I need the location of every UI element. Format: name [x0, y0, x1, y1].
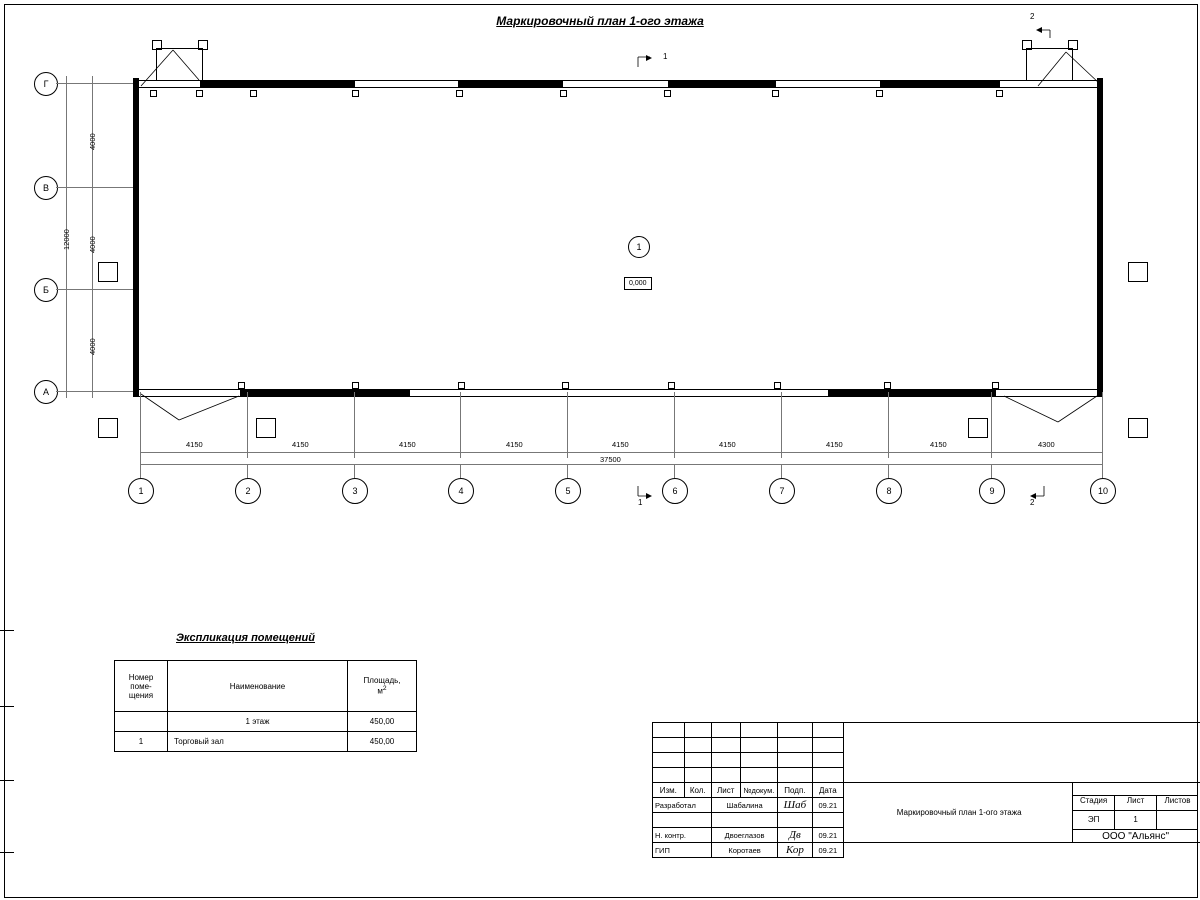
stamp-cell — [740, 738, 778, 753]
column-tick — [668, 382, 675, 389]
dim-tick — [247, 446, 248, 458]
dim-tick — [86, 187, 98, 188]
column-tick — [664, 90, 671, 97]
stage-header-listov: Листов — [1164, 796, 1191, 805]
section-mark-top-1 — [636, 55, 660, 75]
stamp-cell — [740, 723, 778, 738]
stamp-cell — [812, 753, 844, 768]
dim-tick — [86, 391, 98, 392]
section-mark-bottom-1-label: 1 — [638, 498, 643, 507]
stamp-blank-area — [844, 723, 1200, 783]
header-cell-area — [348, 661, 417, 712]
column-tick — [238, 382, 245, 389]
title-block-table — [652, 722, 1200, 858]
dim-tick — [86, 83, 98, 84]
column-tick — [774, 382, 781, 389]
table-header-row — [115, 661, 417, 712]
stamp-signature-nkontr: Дв — [778, 828, 812, 843]
section-mark-top-2 — [1028, 24, 1054, 44]
bubble-stem — [247, 464, 248, 478]
hdim-5: 4150 — [612, 440, 629, 449]
axis-bubble-7: 7 — [769, 478, 795, 504]
stamp-signature-blank — [778, 813, 812, 828]
stamp-surname-blank — [711, 813, 777, 828]
column-tick — [560, 90, 567, 97]
header-cell-number — [115, 661, 168, 712]
stage-header-list: Лист — [1115, 796, 1157, 810]
stamp-header-row — [653, 783, 1200, 798]
wall-bottom-line-inner — [133, 396, 1103, 397]
outer-element-bl — [98, 418, 118, 438]
dim-tick — [674, 446, 675, 458]
stamp-empty-row — [653, 723, 1200, 738]
stamp-date-razrabotal: 09.21 — [812, 798, 844, 813]
bubble-stem — [888, 464, 889, 478]
page-title: Маркировочный план 1-ого этажа — [496, 14, 704, 28]
column-tick — [772, 90, 779, 97]
stamp-col-ndok: №докум. — [740, 783, 778, 798]
stamp-col-izm: Изм. — [653, 783, 685, 798]
section-mark-bottom-2 — [1022, 484, 1048, 504]
stamp-cell — [711, 723, 740, 738]
cell-name: Торговый зал — [168, 732, 348, 752]
stage-value-stadia: ЭП — [1073, 811, 1115, 829]
outer-element-b1 — [256, 418, 276, 438]
stage-spacer — [1073, 783, 1198, 795]
stamp-cell — [684, 723, 711, 738]
cell-number — [115, 712, 168, 732]
entrance-swing-bl — [139, 392, 249, 424]
stamp-date-gip: 09.21 — [812, 843, 844, 858]
vdim-total: 12000 — [62, 229, 71, 250]
column-tick — [884, 382, 891, 389]
drawing-title: Маркировочный план 1-ого этажа — [896, 808, 1022, 817]
header-area-line1: Площадь, — [363, 676, 401, 686]
glazing-top-2 — [458, 80, 563, 87]
column-tick — [196, 90, 203, 97]
axis-bubble-v: В — [34, 176, 58, 200]
stamp-col-data: Дата — [812, 783, 844, 798]
bubble-stem — [460, 464, 461, 478]
stamp-role-blank — [653, 813, 712, 828]
exposition-table — [114, 660, 417, 752]
hdim-2: 4150 — [292, 440, 309, 449]
stamp-title-area — [844, 783, 1200, 843]
stamp-date-nkontr: 09.21 — [812, 828, 844, 843]
stamp-cell — [778, 738, 812, 753]
entrance-swing-br — [1000, 392, 1108, 424]
organization-name: ООО "Альянс" — [1073, 829, 1198, 842]
dim-tick — [991, 446, 992, 458]
stamp-date-blank — [812, 813, 844, 828]
vdim-2: 4000 — [88, 236, 97, 253]
section-mark-top-1-label: 1 — [663, 52, 668, 61]
stamp-cell — [684, 738, 711, 753]
column-tick — [876, 90, 883, 97]
stamp-cell — [740, 768, 778, 783]
frame-mark — [0, 852, 14, 853]
stamp-cell — [778, 723, 812, 738]
outer-element-left — [98, 262, 118, 282]
bubble-stem — [1102, 464, 1103, 478]
column-tick — [562, 382, 569, 389]
bubble-stem — [140, 464, 141, 478]
horizontal-dim-line — [140, 452, 1102, 453]
header-line-3: щения — [128, 690, 154, 700]
stamp-cell — [653, 768, 685, 783]
hdim-6: 4150 — [719, 440, 736, 449]
axis-bubble-10: 10 — [1090, 478, 1116, 504]
column-tick — [996, 90, 1003, 97]
stamp-surname-razrabotal: Шабалина — [711, 798, 777, 813]
bubble-stem — [674, 464, 675, 478]
vdim-3: 4000 — [88, 338, 97, 355]
wall-top-line-inner — [133, 87, 1103, 88]
hdim-3: 4150 — [399, 440, 416, 449]
table-row — [115, 712, 417, 732]
cell-area: 450,00 — [348, 712, 417, 732]
grid-line-10 — [1102, 392, 1103, 446]
stamp-col-list: Лист — [711, 783, 740, 798]
axis-bubble-5: 5 — [555, 478, 581, 504]
axis-bubble-8: 8 — [876, 478, 902, 504]
cell-name: 1 этаж — [168, 712, 348, 732]
section-mark-top-2-label: 2 — [1030, 12, 1035, 21]
stamp-cell — [684, 768, 711, 783]
hdim-7: 4150 — [826, 440, 843, 449]
grid-line-4 — [460, 392, 461, 446]
grid-line-8 — [888, 392, 889, 446]
glazing-top-3 — [668, 80, 776, 87]
vdim-1: 4000 — [88, 133, 97, 150]
axis-bubble-6: 6 — [662, 478, 688, 504]
stamp-cell — [711, 753, 740, 768]
stage-value-list: 1 — [1115, 811, 1157, 829]
header-area-line2 — [351, 685, 413, 696]
stamp-surname-gip: Коротаев — [711, 843, 777, 858]
axis-bubble-2: 2 — [235, 478, 261, 504]
stamp-cell — [711, 738, 740, 753]
stamp-cell — [812, 768, 844, 783]
dim-tick — [888, 446, 889, 458]
header-line-1: Номер — [128, 672, 154, 682]
entrance-swing-tl — [139, 44, 209, 90]
axis-bubble-4: 4 — [448, 478, 474, 504]
table-row — [115, 732, 417, 752]
stamp-cell — [711, 768, 740, 783]
stamp-cell — [653, 723, 685, 738]
dim-tick — [86, 289, 98, 290]
header-cell-name: Наименование — [168, 661, 348, 712]
wall-top-corner-l — [133, 78, 134, 84]
frame-mark — [0, 780, 14, 781]
stamp-person-row — [653, 843, 1200, 858]
hdim-1: 4150 — [186, 440, 203, 449]
hdim-9: 4300 — [1038, 440, 1055, 449]
stamp-cell — [740, 753, 778, 768]
cell-number: 1 — [115, 732, 168, 752]
glazing-bottom-1 — [240, 389, 410, 396]
level-mark: 0,000 — [624, 277, 652, 290]
axis-bubble-a: А — [34, 380, 58, 404]
hdim-4: 4150 — [506, 440, 523, 449]
axis-bubble-1: 1 — [128, 478, 154, 504]
bubble-stem — [781, 464, 782, 478]
header-area-sup: 2 — [382, 685, 387, 693]
grid-line-7 — [781, 392, 782, 446]
column-tick — [458, 382, 465, 389]
stamp-col-kol: Кол. — [684, 783, 711, 798]
section-mark-bottom-2-label: 2 — [1030, 498, 1035, 507]
stamp-cell — [653, 753, 685, 768]
header-line-2: поме- — [130, 681, 152, 691]
glazing-top-4 — [880, 80, 1000, 87]
bubble-stem — [354, 464, 355, 478]
cell-area: 450,00 — [348, 732, 417, 752]
column-tick — [456, 90, 463, 97]
stage-header-stadia: Стадия — [1073, 796, 1115, 810]
stamp-signature-gip: Кор — [778, 843, 812, 858]
title-block — [652, 722, 1200, 858]
hdim-8: 4150 — [930, 440, 947, 449]
frame-mark — [0, 630, 14, 631]
glazing-top-1 — [200, 80, 355, 87]
bubble-stem — [991, 464, 992, 478]
entrance-swing-tr — [1020, 44, 1110, 90]
column-tick — [250, 90, 257, 97]
dim-tick — [354, 446, 355, 458]
stamp-col-podp: Подп. — [778, 783, 812, 798]
dim-tick — [460, 446, 461, 458]
room-number: 1 — [628, 236, 650, 258]
glazing-bottom-2 — [828, 389, 996, 396]
stamp-role-razrabotal: Разработал — [653, 798, 712, 813]
stamp-cell — [812, 723, 844, 738]
wall-left — [133, 78, 139, 396]
column-tick — [352, 382, 359, 389]
outer-element-br — [1128, 418, 1148, 438]
stamp-cell — [812, 738, 844, 753]
grid-line-6 — [674, 392, 675, 446]
stamp-cell — [778, 768, 812, 783]
exposition-title: Экспликация помещений — [176, 632, 315, 644]
stage-value-listov — [1157, 811, 1198, 829]
outer-element-b2 — [968, 418, 988, 438]
axis-bubble-g: Г — [34, 72, 58, 96]
column-tick — [992, 382, 999, 389]
frame-mark — [0, 706, 14, 707]
hdim-total: 37500 — [600, 455, 621, 464]
grid-line-1 — [140, 392, 141, 446]
bubble-stem — [567, 464, 568, 478]
stamp-signature-razrabotal: Шаб — [778, 798, 812, 813]
grid-line-5 — [567, 392, 568, 446]
axis-bubble-3: 3 — [342, 478, 368, 504]
grid-line-3 — [354, 392, 355, 446]
stamp-cell — [653, 738, 685, 753]
grid-line-2 — [247, 392, 248, 446]
axis-bubble-9: 9 — [979, 478, 1005, 504]
outer-element-right — [1128, 262, 1148, 282]
column-tick — [352, 90, 359, 97]
stamp-role-gip: ГИП — [653, 843, 712, 858]
stamp-role-nkontr: Н. контр. — [653, 828, 712, 843]
grid-line-9 — [991, 392, 992, 446]
header-area-unit: м — [377, 686, 383, 696]
stamp-cell — [778, 753, 812, 768]
stamp-surname-nkontr: Двоеглазов — [711, 828, 777, 843]
column-tick — [150, 90, 157, 97]
dim-tick — [781, 446, 782, 458]
horizontal-total-dim-line — [140, 464, 1102, 465]
wall-right — [1097, 78, 1103, 396]
stamp-cell — [684, 753, 711, 768]
dim-tick — [567, 446, 568, 458]
axis-bubble-b: Б — [34, 278, 58, 302]
